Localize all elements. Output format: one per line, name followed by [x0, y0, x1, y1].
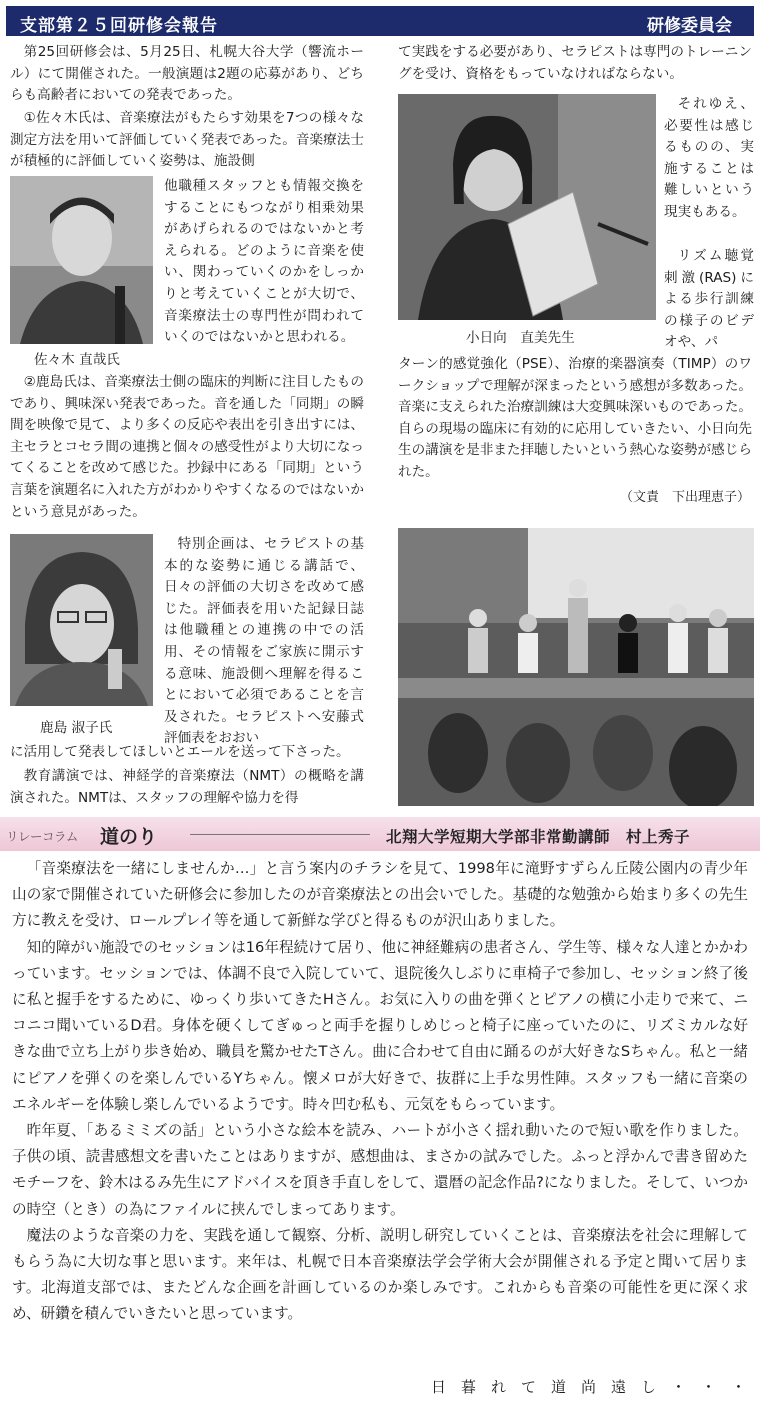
- essay-closing-line: 日 暮 れ て 道 尚 遠 し ・ ・ ・: [430, 1378, 746, 1396]
- right-paragraph-ras-tail: ターン的感覚強化（PSE）、治療的楽器演奏（TIMP）のワークショップで理解が深まったという感想が多数あった。音楽に支えられた治療訓練は大変興味深いものであった。自らの現場の臨床に有効的に応用していきたい、小日向先生の講演を是非また拝聴したいという熱心な姿勢が感じられた。: [398, 356, 752, 480]
- photo-kashima: [10, 534, 153, 706]
- left-paragraph-sasaki: ①佐々木氏は、音楽療法がもたらす効果を7つの様々な測定方法を用いて評価していく発表であった。音楽療法士が積極的に評価していく姿勢は、施設側: [10, 110, 364, 170]
- relay-column-title: 道のり: [100, 826, 158, 848]
- credit-writer: （文責 下出理恵子）: [619, 490, 750, 505]
- essay-paragraph-3: 昨年夏、「あるミミズの話」という小さな絵本を読み、ハートが小さく揺れ動いたので短い歌を作りました。子供の頃、読書感想文を書いたことはありますが、感想曲は、まさかの試みでした。ふっと浮かんで書き留めたモチーフを、鈴木はるみ先生にアドバイスを頂き手直しをして、還暦の記念作品?になりました。そして、いつかの時空（とき）の為にファイルに挟んでしまってあります。: [12, 1122, 748, 1218]
- right-paragraph-reason: それゆえ、必要性は感じるものの、実施することは難しいという現実もある。: [664, 96, 754, 220]
- left-paragraph-kashima: ②鹿島氏は、音楽療法士側の臨床的判断に注目したものであり、興味深い発表であった。音を通した「同期」の瞬間を映像で見て、より多くの反応や表出を引き出すには、主セラとコセラ間の連携と個々の感受性がより大切になってくることを改めて感じた。抄録中にある「同期」という言葉を演題名に入れた方がわかりやすくなるのではないかという意見があった。: [10, 374, 364, 520]
- relay-column-author: 北翔大学短期大学部非常勤講師 村上秀子: [386, 827, 691, 846]
- relay-essay: [12, 856, 748, 1328]
- left-paragraph-intro: 第25回研修会は、5月25日、札幌大谷大学（響流ホール）にて開催された。一般演題は2題の応募があり、どちらも高齢者においての発表であった。: [10, 44, 364, 104]
- report-title: 支部第２５回研修会報告: [20, 16, 218, 36]
- essay-paragraph-1: 「音楽療法を一緒にしませんか…」と言う案内のチラシを見て、1998年に滝野すずらん丘陵公園内の青少年山の家で開催されていた研修会に参加したのが音楽療法との出会いでした。基礎的な勉強から始まり多くの先生方に教えを受け、ロールプレイ等を通して新鮮な学びと得るものが沢山ありました。: [12, 860, 748, 930]
- report-department: 研修委員会: [647, 16, 732, 36]
- essay-paragraph-4: 魔法のような音楽の力を、実践を通して観察、分析、説明し研究していくことは、音楽療法を社会に理解してもらう為に大切な事と思います。来年は、札幌で日本音楽療法学会学術大会が開催される予定と聞いて居ります。北海道支部では、またどんな企画を計画しているのか楽しみです。これからも音楽の可能性を更に深く求め、研鑽を積んでいきたいと思っています。: [12, 1226, 748, 1323]
- left-paragraph-nmt: 教育講演では、神経学的音楽療法（NMT）の概略を講演された。NMTは、スタッフの理解や協力を得: [10, 768, 364, 806]
- relay-column-label: リレーコラム: [6, 829, 78, 844]
- photo-kohinata: [398, 94, 656, 320]
- photo-sasaki: [10, 176, 153, 344]
- caption-kashima: 鹿島 淑子氏: [40, 720, 113, 736]
- left-paragraph-sasaki-wrap: 他職種スタッフとも情報交換をすることにもつながり相乗効果があげられるのではないかと考えられる。どのように音楽を使い、関わっていくのかをしっかりと考えていくことが大切で、音楽療法士の専門性が問われていくのではないかと思われる。: [164, 178, 364, 346]
- right-paragraph-ras-wrap: リズム聴覚刺激(RAS)による歩行訓練の様子のビデオや、パ: [664, 248, 754, 351]
- right-paragraph-continued: て実践をする必要があり、セラピストは専門のトレーニングを受け、資格をもっていなければならない。: [398, 44, 752, 82]
- caption-sasaki: 佐々木 直哉氏: [34, 352, 120, 368]
- report-header-bar: [6, 6, 754, 36]
- left-paragraph-special-tail: に活用して発表してほしいとエールを送って下さった。: [10, 744, 350, 760]
- relay-column-band: [0, 817, 760, 851]
- photo-workshop: [398, 528, 754, 806]
- essay-paragraph-2: 知的障がい施設でのセッションは16年程続けて居り、他に神経難病の患者さん、学生等、様々な人達とかかわっています。セッションでは、体調不良で入院していて、退院後久しぶりに車椅子で参加し、セッション終了後に私と握手をするために、ゆっくり歩いてきたHさん。お気に入りの曲を弾くとピアノの横に小走りで来て、ニコニコ聞いているD君。身体を硬くしてぎゅっと両手を握りしめじっと椅子に座っていたのに、リズミカルな好きな曲で立ち上がり歩き始め、職員を驚かせたTさん。曲に合わせて自由に踊るのが大好きなSちゃん。私と一緒にピアノを弾くのを楽しんでいるYちゃん。懐メロが大好きで、抜群に上手な男性陣。スタッフも一緒に音楽のエネルギーを体験し楽しんでいるようです。時々凹む私も、元気をもらっています。: [12, 938, 748, 1113]
- left-paragraph-special-wrap: 特別企画は、セラピストの基本的な姿勢に通じる講話で、日々の評価の大切さを改めて感じた。評価表を用いた記録日誌は他職種との連携の中での活用、その情報をご家族に開示する意味、施設側へ理解を得ることにおいて必須であることを言及された。セラピストへ安藤式評価表をおおい: [164, 536, 364, 747]
- relay-divider-line: [190, 834, 370, 835]
- caption-kohinata: 小日向 直美先生: [466, 330, 575, 346]
